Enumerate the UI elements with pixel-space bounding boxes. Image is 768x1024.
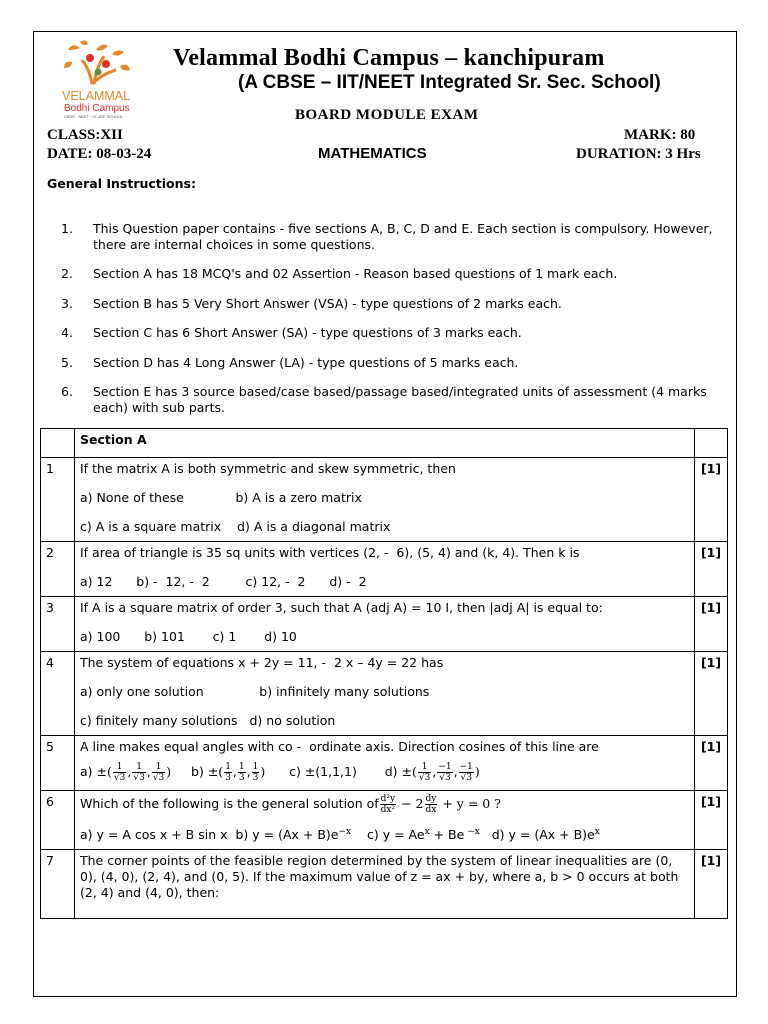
- question-number: 4: [41, 652, 75, 736]
- question-options: [80, 825, 689, 842]
- instruction-text: Section D has 4 Long Answer (LA) - type questions of 5 marks each.: [93, 355, 519, 370]
- option-a: a) ±( $\frac{1}{√3}$ , $\frac{1}{√3}$ , $\frac{1}{√3}$ ): [80, 762, 172, 783]
- question-body: [75, 597, 695, 652]
- questions-table: [40, 428, 728, 919]
- section-title: Section A: [75, 429, 695, 458]
- logo-text-tagline: CBSE - NEET / IIT-JEE SCHOOL: [64, 114, 124, 119]
- exam-title: BOARD MODULE EXAM: [295, 107, 479, 123]
- duration-label: DURATION: 3 Hrs: [576, 146, 701, 162]
- instruction-number: 2.: [61, 266, 73, 281]
- option-b: b) $y = (Ax + B)e^{-x}$: [235, 827, 352, 843]
- instruction-text: Section B has 5 Very Short Answer (VSA) - type questions of 2 marks each.: [93, 296, 562, 311]
- instruction-item: [47, 221, 712, 253]
- question-number: 6: [41, 791, 75, 850]
- question-body: [75, 850, 695, 919]
- instruction-text: Section C has 6 Short Answer (SA) - type questions of 3 marks each.: [93, 325, 522, 340]
- question-stem: Which of the following is the general solution of $\frac{\text{d²y}}{\text{dx²}}$ − 2 $\frac{dy}{dx}$ + y = 0 ?: [80, 794, 501, 815]
- question-body: [75, 458, 695, 542]
- table-row: [41, 850, 728, 919]
- subject-title: MATHEMATICS: [318, 145, 427, 162]
- instruction-item: [47, 384, 712, 416]
- instruction-item: [47, 355, 712, 371]
- table-row: [41, 458, 728, 542]
- option-d: d) ±( $\frac{1}{√3}$ , $\frac{-1}{√3}$ , $\frac{-1}{√3}$ ): [384, 762, 480, 783]
- question-mark: [1]: [695, 542, 728, 597]
- question-options: [80, 762, 689, 783]
- table-row: [41, 542, 728, 597]
- question-number: 1: [41, 458, 75, 542]
- question-options: c) A is a square matrix d) A is a diagonal matrix: [80, 519, 391, 534]
- question-options: a) None of these b) A is a zero matrix: [80, 490, 362, 505]
- question-mark: [1]: [695, 791, 728, 850]
- question-body: [75, 652, 695, 736]
- question-number: 2: [41, 542, 75, 597]
- tree-emblem-icon: [64, 40, 130, 84]
- question-stem: The system of equations x + 2y = 11, - 2 x – 4y = 22 has: [80, 655, 444, 670]
- logo-text-velammal: VELAMMAL: [62, 89, 131, 103]
- option-b: b) ±( $\frac{1}{3}$ , $\frac{1}{3}$ , $\frac{1}{3}$ ): [191, 762, 266, 783]
- logo-text-bodhi: Bodhi Campus: [64, 103, 130, 114]
- question-stem: If the matrix A is both symmetric and skew symmetric, then: [80, 461, 456, 476]
- instruction-text: Section A has 18 MCQ's and 02 Assertion - Reason based questions of 1 mark each.: [93, 266, 618, 281]
- section-header-row: [41, 429, 728, 458]
- question-number: 3: [41, 597, 75, 652]
- question-mark: [1]: [695, 850, 728, 919]
- table-row: [41, 736, 728, 791]
- question-body: [75, 791, 695, 850]
- class-label: CLASS:XII: [47, 127, 123, 143]
- question-mark: [1]: [695, 652, 728, 736]
- instructions-heading: General Instructions:: [47, 176, 196, 191]
- instruction-number: 6.: [61, 384, 73, 399]
- instruction-number: 3.: [61, 296, 73, 311]
- instruction-number: 5.: [61, 355, 73, 370]
- question-number: 5: [41, 736, 75, 791]
- question-mark: [1]: [695, 736, 728, 791]
- school-name: Velammal Bodhi Campus – kanchipuram: [173, 45, 605, 71]
- option-d: d) $y = (Ax + B)e^x$: [491, 827, 600, 843]
- instruction-text: Section E has 3 source based/case based/passage based/integrated units of assessment (4 marks each) with sub parts.: [93, 384, 707, 415]
- instruction-item: [47, 266, 712, 282]
- question-number: 7: [41, 850, 75, 919]
- question-options: a) 100 b) 101 c) 1 d) 10: [80, 629, 297, 644]
- question-options: a) 12 b) - 12, - 2 c) 12, - 2 d) - 2: [80, 574, 367, 589]
- table-row: [41, 791, 728, 850]
- instruction-number: 1.: [61, 221, 73, 236]
- table-row: [41, 652, 728, 736]
- mark-label: MARK: 80: [624, 127, 696, 143]
- instruction-item: [47, 296, 712, 312]
- question-options: c) finitely many solutions d) no solution: [80, 713, 336, 728]
- question-stem: The corner points of the feasible region determined by the system of linear inequalities are (0, 0), (4, 0), (2, 4), and (0, 5). If the maximum value of z = ax + by, where a, b > 0 occurs at both (2, 4) and (4, 0), then:: [80, 853, 679, 901]
- school-subtitle: (A CBSE – IIT/NEET Integrated Sr. Sec. School): [238, 72, 661, 93]
- question-body: [75, 736, 695, 791]
- option-c: c) $y = Ae^x + Be$ $^{-x}$: [367, 827, 480, 843]
- instruction-number: 4.: [61, 325, 73, 340]
- question-stem: If area of triangle is 35 sq units with vertices (2, - 6), (5, 4) and (k, 4). Then k is: [80, 545, 580, 560]
- instruction-text: This Question paper contains - five sections A, B, C, D and E. Each section is compulsory. However, there are internal choices in some questions.: [93, 221, 713, 252]
- school-logo: [62, 40, 157, 120]
- table-row: [41, 597, 728, 652]
- instruction-item: [47, 325, 712, 341]
- question-stem: A line makes equal angles with co - ordinate axis. Direction cosines of this line are: [80, 739, 599, 754]
- option-a: a) y = A cos x + B sin x: [80, 827, 228, 843]
- question-options: a) only one solution b) infinitely many solutions: [80, 684, 430, 699]
- question-stem: If A is a square matrix of order 3, such that A (adj A) = 10 I, then |adj A| is equal to:: [80, 600, 603, 615]
- question-mark: [1]: [695, 458, 728, 542]
- question-mark: [1]: [695, 597, 728, 652]
- question-body: [75, 542, 695, 597]
- option-c: c) ±(1,1,1): [289, 764, 357, 779]
- date-label: DATE: 08-03-24: [47, 146, 152, 162]
